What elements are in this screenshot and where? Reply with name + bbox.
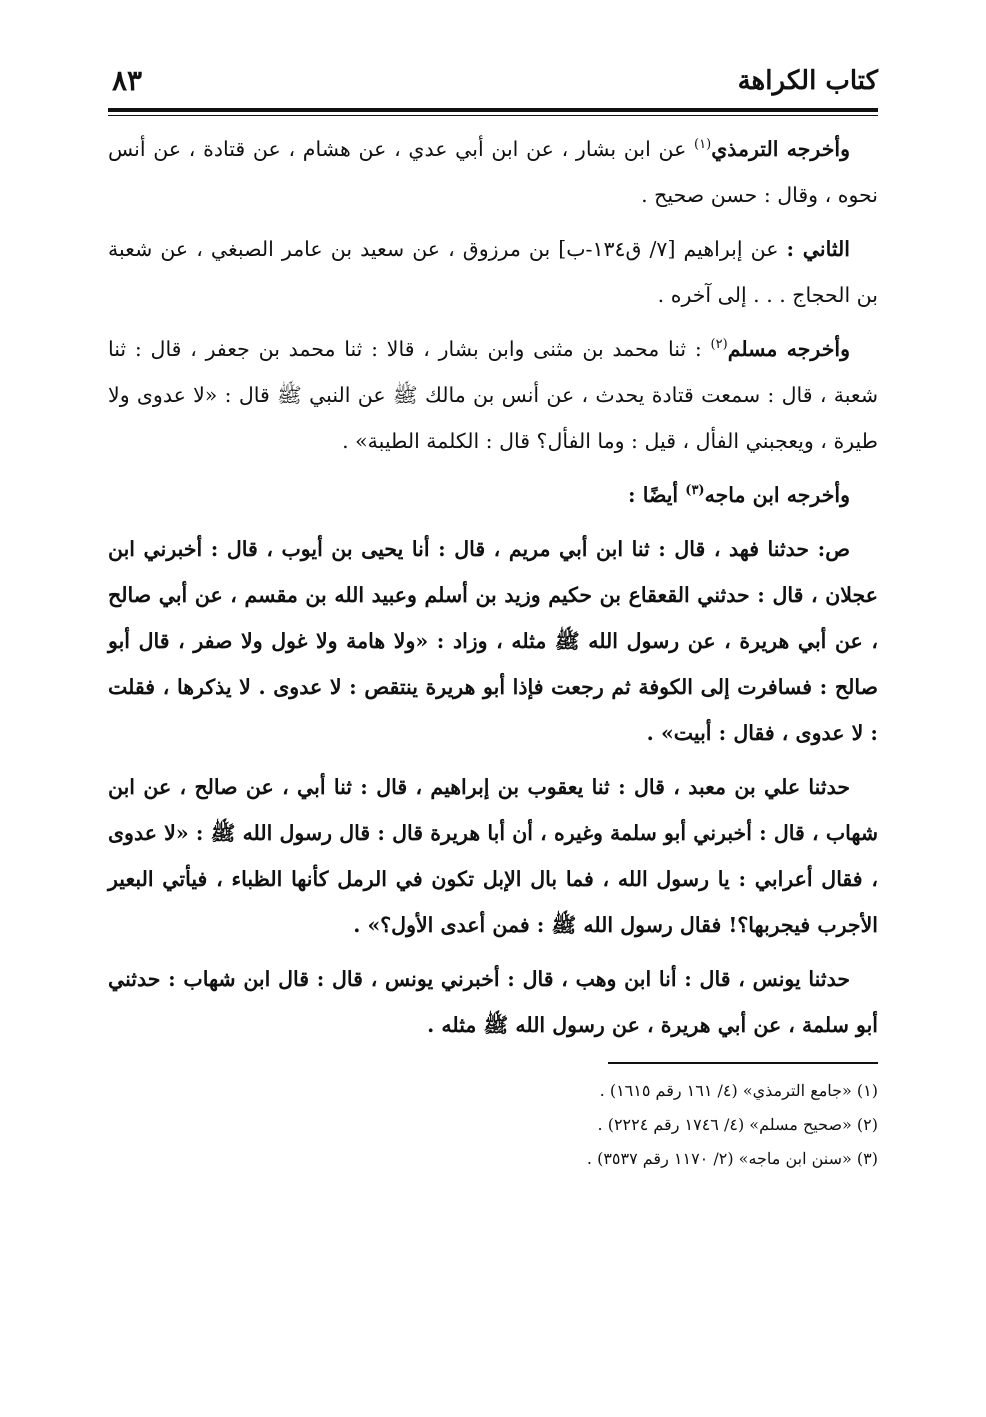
- paragraph-text: عن ابن بشار ، عن ابن أبي عدي ، عن هشام ، عن قتادة ، عن أنس نحوه ، وقال : حسن صحيح .: [108, 137, 878, 207]
- book-page: [108, 56, 878, 1366]
- chapter-title: كتاب الكراهة: [737, 66, 878, 96]
- paragraph-lead: وأخرجه ابن ماجه: [704, 483, 850, 507]
- page-header: [108, 56, 878, 108]
- footnote-separator: [608, 1062, 878, 1064]
- footnote-ref-1: (١): [694, 137, 712, 153]
- paragraph-yunus-hadith: حدثنا يونس ، قال : أنا ابن وهب ، قال : أخبرني يونس ، قال : قال ابن شهاب : حدثني أبو سلمة ، عن أبي هريرة ، عن رسول الله ﷺ مثله .: [108, 967, 878, 1037]
- paragraph-second-chain: [108, 226, 878, 318]
- paragraph-text: أيضًا :: [628, 483, 686, 507]
- paragraph-lead: الثاني :: [786, 237, 850, 261]
- paragraph-lead: وأخرجه مسلم: [727, 337, 850, 361]
- header-rule-thin: [108, 115, 878, 116]
- footnotes: [108, 1074, 878, 1176]
- footnote-ref-3: (٣): [685, 483, 705, 499]
- paragraph-lead: وأخرجه الترمذي: [711, 137, 850, 161]
- paragraph-text: : ثنا محمد بن مثنى وابن بشار ، قالا : ثنا محمد بن جعفر ، قال : ثنا شعبة ، قال : سمعت قتادة يحدث ، عن أنس بن مالك ﷺ عن النبي ﷺ قال : «لا عدوى ولا طيرة ، ويعجبني الفأل ، قيل : وما الفأل؟ قال : الكلمة الطيبة» .: [108, 337, 878, 453]
- paragraph-muslim: [108, 326, 878, 464]
- footnote-ref-2: (٢): [710, 337, 728, 353]
- paragraph-ali-hadith: حدثنا علي بن معبد ، قال : ثنا يعقوب بن إبراهيم ، قال : ثنا أبي ، عن صالح ، عن ابن شهاب ، قال : أخبرني أبو سلمة وغيره ، أن أبا هريرة قال : قال رسول الله ﷺ : «لا عدوى ، فقال أعرابي : يا رسول الله ، فما بال الإبل تكون في الرمل كأنها الظباء ، فيأتي البعير الأجرب فيجربها؟! فقال رسول الله ﷺ : فمن أعدى الأول؟» .: [108, 775, 878, 937]
- paragraph-ibn-majah: [108, 472, 878, 518]
- page-number: ٨٣: [112, 64, 143, 97]
- paragraph-fahd-hadith: ص: حدثنا فهد ، قال : ثنا ابن أبي مريم ، قال : أنا يحيى بن أيوب ، قال : أخبرني ابن عجلان ، قال : حدثني القعقاع بن حكيم وزيد بن أسلم وعبيد الله بن مقسم ، عن أبي صالح ، عن أبي هريرة ، عن رسول الله ﷺ مثله ، وزاد : «ولا هامة ولا غول ولا صفر ، قال أبو صالح : فسافرت إلى الكوفة ثم رجعت فإذا أبو هريرة ينتقص : لا عدوى . لا يذكرها ، فقلت : لا عدوى ، فقال : أبيت» .: [108, 537, 878, 745]
- footnote-2: (٢) «صحيح مسلم» (٤/ ١٧٤٦ رقم ٢٢٢٤) .: [597, 1115, 878, 1134]
- header-rule-thick: [108, 108, 878, 112]
- footnote-1: (١) «جامع الترمذي» (٤/ ١٦١ رقم ١٦١٥) .: [599, 1081, 878, 1100]
- paragraph-text: عن إبراهيم [٧/ ق١٣٤-ب] بن مرزوق ، عن سعيد بن عامر الصبغي ، عن شعبة بن الحجاج . . . إلى آخره .: [108, 237, 878, 307]
- paragraph-tirmidhi: [108, 126, 878, 218]
- footnote-3: (٣) «سنن ابن ماجه» (٢/ ١١٧٠ رقم ٣٥٣٧) .: [586, 1149, 878, 1168]
- body-text: [108, 126, 878, 1048]
